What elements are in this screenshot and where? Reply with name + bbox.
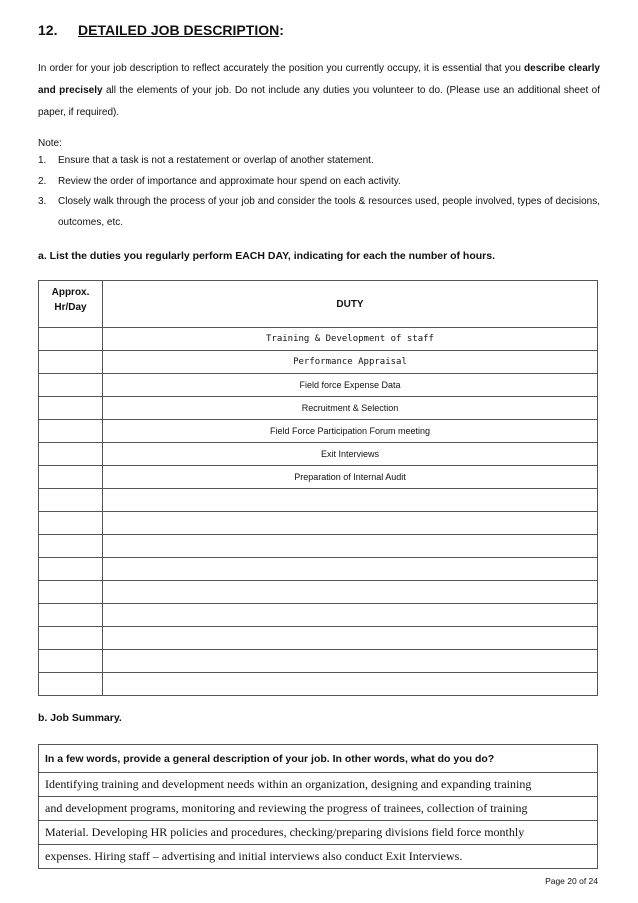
note-item: 3. Closely walk through the process of your job and consider the tools & resources used, people involved, types of decisions, outcomes, etc. (38, 196, 600, 228)
hours-cell (39, 512, 103, 535)
table-row (39, 558, 598, 581)
intro-emphasis: describe clearly and precisely (38, 63, 600, 96)
duty-cell: Field force Expense Data (103, 374, 598, 397)
hours-cell (39, 397, 103, 420)
table-row (39, 374, 598, 397)
duty-cell (103, 535, 598, 558)
summary-line-row (39, 797, 598, 821)
summary-line-row (39, 821, 598, 845)
duty-cell (103, 512, 598, 535)
note-item: 1. Ensure that a task is not a restatement or overlap of another statement. (38, 155, 374, 166)
hours-cell (39, 374, 103, 397)
table-row (39, 581, 598, 604)
hours-cell (39, 604, 103, 627)
hours-cell (39, 581, 103, 604)
page-number: Page 20 of 24 (545, 876, 598, 886)
job-summary-table (38, 744, 598, 869)
hours-cell (39, 489, 103, 512)
summary-line-row (39, 773, 598, 797)
table-row (39, 535, 598, 558)
hours-column-header: Approx. Hr/Day (39, 281, 103, 328)
duty-cell: Field Force Participation Forum meeting (103, 420, 598, 443)
duty-cell: Training & Development of staff (103, 328, 598, 351)
duty-column-header: DUTY (103, 281, 598, 328)
table-row (39, 650, 598, 673)
hours-cell (39, 673, 103, 696)
duty-table (38, 280, 598, 696)
duty-cell: Recruitment & Selection (103, 397, 598, 420)
hours-cell (39, 328, 103, 351)
table-row (39, 627, 598, 650)
intro-text-2: all the elements of your job. Do not include any duties you volunteer to do. (Please use an additional sheet of paper, if required). (38, 85, 601, 118)
table-row (39, 512, 598, 535)
duty-cell: Exit Interviews (103, 443, 598, 466)
duty-cell (103, 673, 598, 696)
summary-question: In a few words, provide a general description of your job. In other words, what do you do? (39, 745, 598, 773)
hours-cell (39, 420, 103, 443)
intro-paragraph (38, 58, 600, 124)
hours-cell (39, 627, 103, 650)
table-row (39, 397, 598, 420)
duty-cell: Performance Appraisal (103, 351, 598, 374)
summary-line: Material. Developing HR policies and procedures, checking/preparing divisions field force monthly (39, 821, 598, 845)
table-row (39, 328, 598, 351)
table-row (39, 604, 598, 627)
section-title: DETAILED JOB DESCRIPTION (78, 22, 280, 38)
table-row (39, 351, 598, 374)
duty-cell (103, 650, 598, 673)
summary-question-row (39, 745, 598, 773)
table-row (39, 420, 598, 443)
duty-cell (103, 489, 598, 512)
section-number: 12. (38, 22, 58, 38)
hours-cell (39, 535, 103, 558)
hours-cell (39, 443, 103, 466)
hours-cell (39, 558, 103, 581)
hours-cell (39, 466, 103, 489)
summary-line: Identifying training and development needs within an organization, designing and expanding training (39, 773, 598, 797)
summary-line: and development programs, monitoring and reviewing the progress of trainees, collection of training (39, 797, 598, 821)
summary-line-row (39, 845, 598, 869)
table-row (39, 466, 598, 489)
section-b-heading: b. Job Summary. (38, 712, 122, 724)
duty-cell: Preparation of Internal Audit (103, 466, 598, 489)
summary-line: expenses. Hiring staff – advertising and initial interviews also conduct Exit Interviews. (39, 845, 598, 869)
section-a-heading: a. List the duties you regularly perform EACH DAY, indicating for each the number of hours. (38, 250, 496, 262)
notes-list (38, 151, 600, 233)
duty-cell (103, 604, 598, 627)
section-colon: : (279, 22, 284, 38)
note-item: 2. Review the order of importance and approximate hour spend on each activity. (38, 175, 401, 187)
duty-cell (103, 627, 598, 650)
duty-cell (103, 558, 598, 581)
hours-cell (39, 650, 103, 673)
note-label: Note: (38, 138, 62, 149)
intro-text-1: In order for your job description to reflect accurately the position you currently occupy, it is essential that you (38, 63, 521, 74)
table-row (39, 443, 598, 466)
hours-cell (39, 351, 103, 374)
table-row (39, 673, 598, 696)
duty-cell (103, 581, 598, 604)
duty-table-header (39, 281, 598, 328)
section-heading (38, 22, 284, 38)
table-row (39, 489, 598, 512)
